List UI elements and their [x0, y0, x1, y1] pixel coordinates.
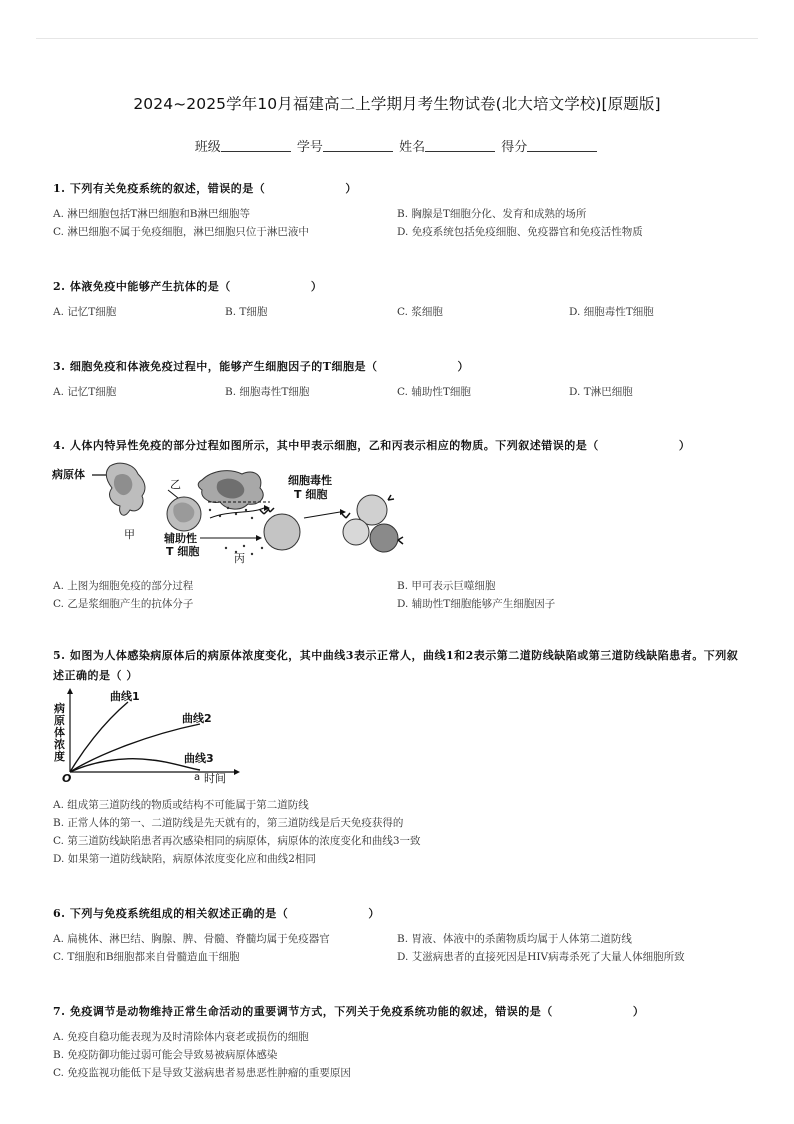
question-3-option-b[interactable]: B. 细胞毒性T细胞 [225, 386, 310, 398]
ylabel-char-1: 病 [54, 702, 65, 715]
question-5-option-a[interactable]: A. 组成第三道防线的物质或结构不可能属于第二道防线 [53, 799, 309, 811]
question-6-option-c[interactable]: C. T细胞和B细胞都来自骨髓造血干细胞 [53, 951, 240, 963]
score-label: 得分 [501, 140, 528, 155]
question-5-option-b[interactable]: B. 正常人体的第一、二道防线是先天就有的，第三道防线是后天免疫获得的 [53, 817, 404, 829]
question-7-stem: 7. 免疫调节是动物维持正常生命活动的重要调节方式，下列关于免疫系统功能的叙述，错误的是（ ） [53, 1005, 645, 1018]
question-4-option-d[interactable]: D. 辅助性T细胞能够产生细胞因子 [397, 598, 556, 610]
question-1-option-c[interactable]: C. 淋巴细胞不属于免疫细胞，淋巴细胞只位于淋巴液中 [53, 226, 309, 238]
question-1-option-d[interactable]: D. 免疫系统包括免疫细胞、免疫器官和免疫活性物质 [397, 226, 643, 238]
question-5-stem: 5. 如图为人体感染病原体后的病原体浓度变化，其中曲线3表示正常人，曲线1和2表示第二道防线缺陷或第三道防线缺陷患者。下列叙述正确的是（ ） [53, 649, 739, 682]
question-4-option-c[interactable]: C. 乙是浆细胞产生的抗体分子 [53, 598, 194, 610]
bing-label: 丙 [234, 552, 245, 565]
question-4-option-b[interactable]: B. 甲可表示巨噬细胞 [397, 580, 496, 592]
yi-label: 乙 [170, 478, 181, 491]
question-2-option-c[interactable]: C. 浆细胞 [397, 306, 443, 318]
question-5-option-c[interactable]: C. 第三道防线缺陷患者再次感染相同的病原体，病原体的浓度变化和曲线3一致 [53, 835, 421, 847]
question-2-option-d[interactable]: D. 细胞毒性T细胞 [569, 306, 654, 318]
class-label: 班级 [194, 140, 221, 155]
question-6-option-d[interactable]: D. 艾滋病患者的直接死因是HIV病毒杀死了大量人体细胞所致 [397, 951, 685, 963]
cytotoxic-t-cell [264, 514, 300, 550]
curve-3-label: 曲线3 [184, 752, 214, 765]
question-7-option-c[interactable]: C. 免疫监视功能低下是导致艾滋病患者易患恶性肿瘤的重要原因 [53, 1067, 351, 1079]
question-6-option-a[interactable]: A. 扁桃体、淋巴结、胸腺、脾、骨髓、脊髓均属于免疫器官 [53, 933, 330, 945]
question-3-stem: 3. 细胞免疫和体液免疫过程中，能够产生细胞因子的T细胞是（ ） [53, 360, 469, 373]
jia-label: 甲 [124, 528, 135, 541]
target-cell-2 [343, 519, 369, 545]
question-7-option-a[interactable]: A. 免疫自稳功能表现为及时清除体内衰老或损伤的细胞 [53, 1031, 309, 1043]
target-cell-3 [370, 524, 398, 552]
helper-label-line1: 辅助性 [164, 532, 197, 545]
pathogen-label: 病原体 [52, 468, 85, 481]
question-1-option-b[interactable]: B. 胸腺是T细胞分化、发育和成熟的场所 [397, 208, 587, 220]
question-1-stem: 1. 下列有关免疫系统的叙述，错误的是（ ） [53, 182, 357, 195]
question-2-option-b[interactable]: B. T细胞 [225, 306, 268, 318]
origin-label: O [62, 772, 72, 785]
ylabel-char-4: 浓 [54, 738, 65, 751]
question-6-stem: 6. 下列与免疫系统组成的相关叙述正确的是（ ） [53, 907, 380, 920]
ylabel-char-5: 度 [54, 750, 65, 763]
x-axis-label: 时间 [204, 772, 226, 785]
ylabel-char-2: 原 [54, 714, 65, 727]
question-1-option-a[interactable]: A. 淋巴细胞包括T淋巴细胞和B淋巴细胞等 [53, 208, 250, 220]
class-blank[interactable] [221, 140, 291, 152]
y-axis-label [53, 701, 65, 763]
pathogen-concentration-figure [52, 688, 252, 788]
curve-1 [70, 702, 128, 772]
question-5-option-d[interactable]: D. 如果第一道防线缺陷，病原体浓度变化应和曲线2相同 [53, 853, 316, 865]
curve-2-label: 曲线2 [182, 712, 212, 725]
student-info-line [0, 136, 794, 155]
question-2-option-a[interactable]: A. 记忆T细胞 [53, 306, 117, 318]
question-2-stem: 2. 体液免疫中能够产生抗体的是（ ） [53, 280, 323, 293]
question-3-option-d[interactable]: D. T淋巴细胞 [569, 386, 633, 398]
name-label: 姓名 [399, 140, 426, 155]
question-4-option-a[interactable]: A. 上图为细胞免疫的部分过程 [53, 580, 194, 592]
student-id-label: 学号 [296, 140, 323, 155]
ctl-label-line2: T 细胞 [294, 488, 328, 501]
header-divider [36, 38, 758, 39]
exam-title: 2024~2025学年10月福建高二上学期月考生物试卷(北大培文学校)[原题版] [133, 95, 661, 113]
helper-label-line2: T 细胞 [166, 545, 200, 558]
immune-process-figure [50, 458, 420, 568]
question-3-option-a[interactable]: A. 记忆T细胞 [53, 386, 117, 398]
student-id-blank[interactable] [323, 140, 393, 152]
score-blank[interactable] [527, 140, 597, 152]
question-4-stem: 4. 人体内特异性免疫的部分过程如图所示，其中甲表示细胞，乙和丙表示相应的物质。下列叙述错误的是（ ） [53, 439, 691, 452]
a-tick-label: a [194, 772, 201, 783]
question-6-option-b[interactable]: B. 胃液、体液中的杀菌物质均属于人体第二道防线 [397, 933, 632, 945]
curve-1-label: 曲线1 [110, 690, 140, 703]
ylabel-char-3: 体 [54, 726, 65, 739]
question-3-option-c[interactable]: C. 辅助性T细胞 [397, 386, 471, 398]
ctl-label-line1: 细胞毒性 [288, 474, 332, 487]
name-blank[interactable] [425, 140, 495, 152]
question-7-option-b[interactable]: B. 免疫防御功能过弱可能会导致易被病原体感染 [53, 1049, 278, 1061]
